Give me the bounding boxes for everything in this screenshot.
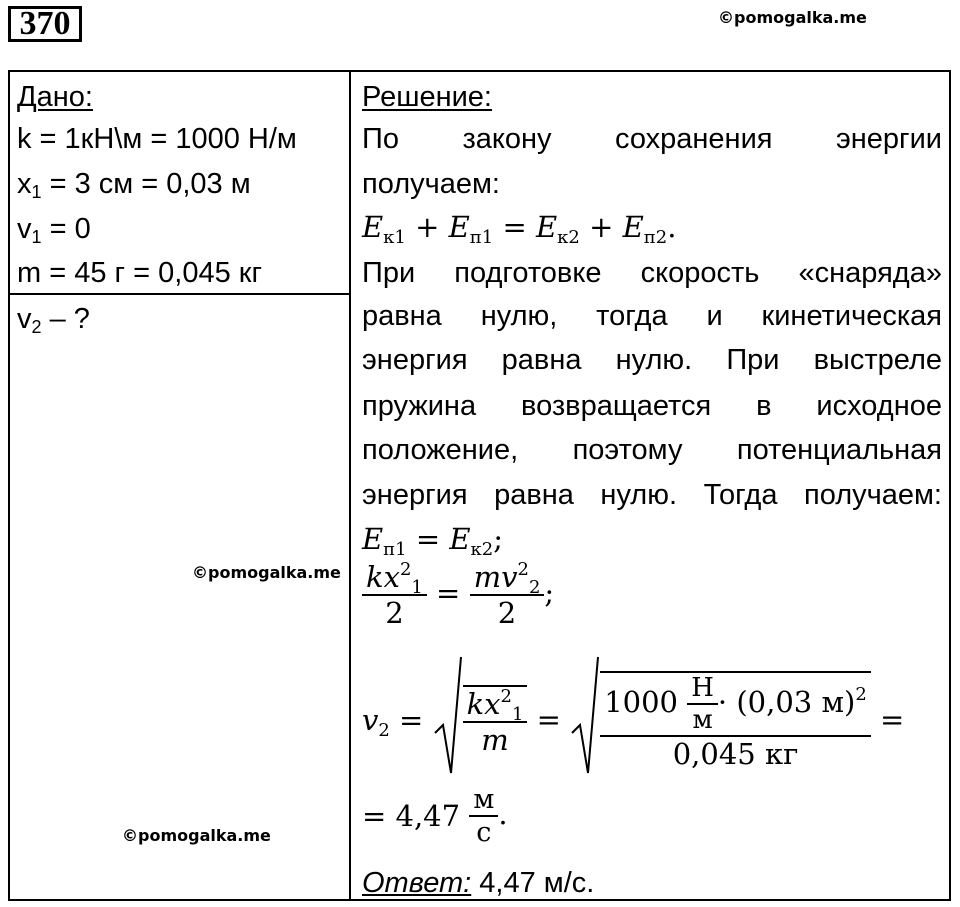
given-find-divider [8, 293, 350, 295]
text-line: По закону сохранения энергии [362, 123, 942, 155]
energy-equality-equation: $E_{п1} = E_{к2}$; [362, 522, 504, 560]
given-k: k = 1кН\м = 1000 Н/м [17, 123, 297, 155]
solution-heading: Решение: [362, 81, 492, 113]
find-v2: $v_2$ – ? [17, 303, 90, 337]
energy-fraction-equation: $\frac{kx^2_1}{2}$ = $\frac{mv^2_2}{2}$ ; [362, 560, 554, 630]
velocity-formula: $v_2$ = $\frac{kx^2_1}{m}$ = 1000 $\frac{Н}{м}$ · (0,03 м)$^2$ 0,045 кг = [362, 655, 904, 784]
text-line: пружина возвращается в исходное [362, 390, 942, 422]
text-line: равна нулю, тогда и кинетическая [362, 300, 942, 332]
given-m: m = 45 г = 0,045 кг [17, 257, 263, 289]
text-line: При подготовке скорость «снаряда» [362, 257, 942, 289]
text-line: положение, поэтому потенциальная [362, 434, 942, 466]
watermark-top: ©pomogalka.me [718, 8, 867, 27]
given-x1: $x_1 = 3$ см = 0,03 м [17, 168, 251, 202]
text-line: энергия равна нулю. Тогда получаем: [362, 479, 942, 511]
answer-label: Ответ: [362, 867, 472, 899]
energy-conservation-equation: $E_{к1} + E_{п1} = E_{к2} + E_{п2}$. [362, 210, 677, 248]
watermark-bottom: ©pomogalka.me [122, 826, 271, 845]
problem-number: 370 [8, 6, 82, 42]
answer-line [362, 866, 594, 900]
sqrt-symbol [570, 655, 600, 784]
given-heading: Дано: [17, 81, 93, 113]
sqrt-symbol [433, 655, 463, 784]
answer-value: 4,47 м/с. [471, 867, 595, 899]
text-line: энергия равна нулю. При выстреле [362, 344, 942, 376]
watermark-middle: ©pomogalka.me [192, 563, 341, 582]
given-v1: $v_1 = 0$ [17, 213, 91, 247]
text-line: получаем: [362, 168, 500, 200]
result-line: = 4,47 $\frac{м}{с}$ . [362, 784, 508, 848]
column-divider [349, 70, 351, 901]
